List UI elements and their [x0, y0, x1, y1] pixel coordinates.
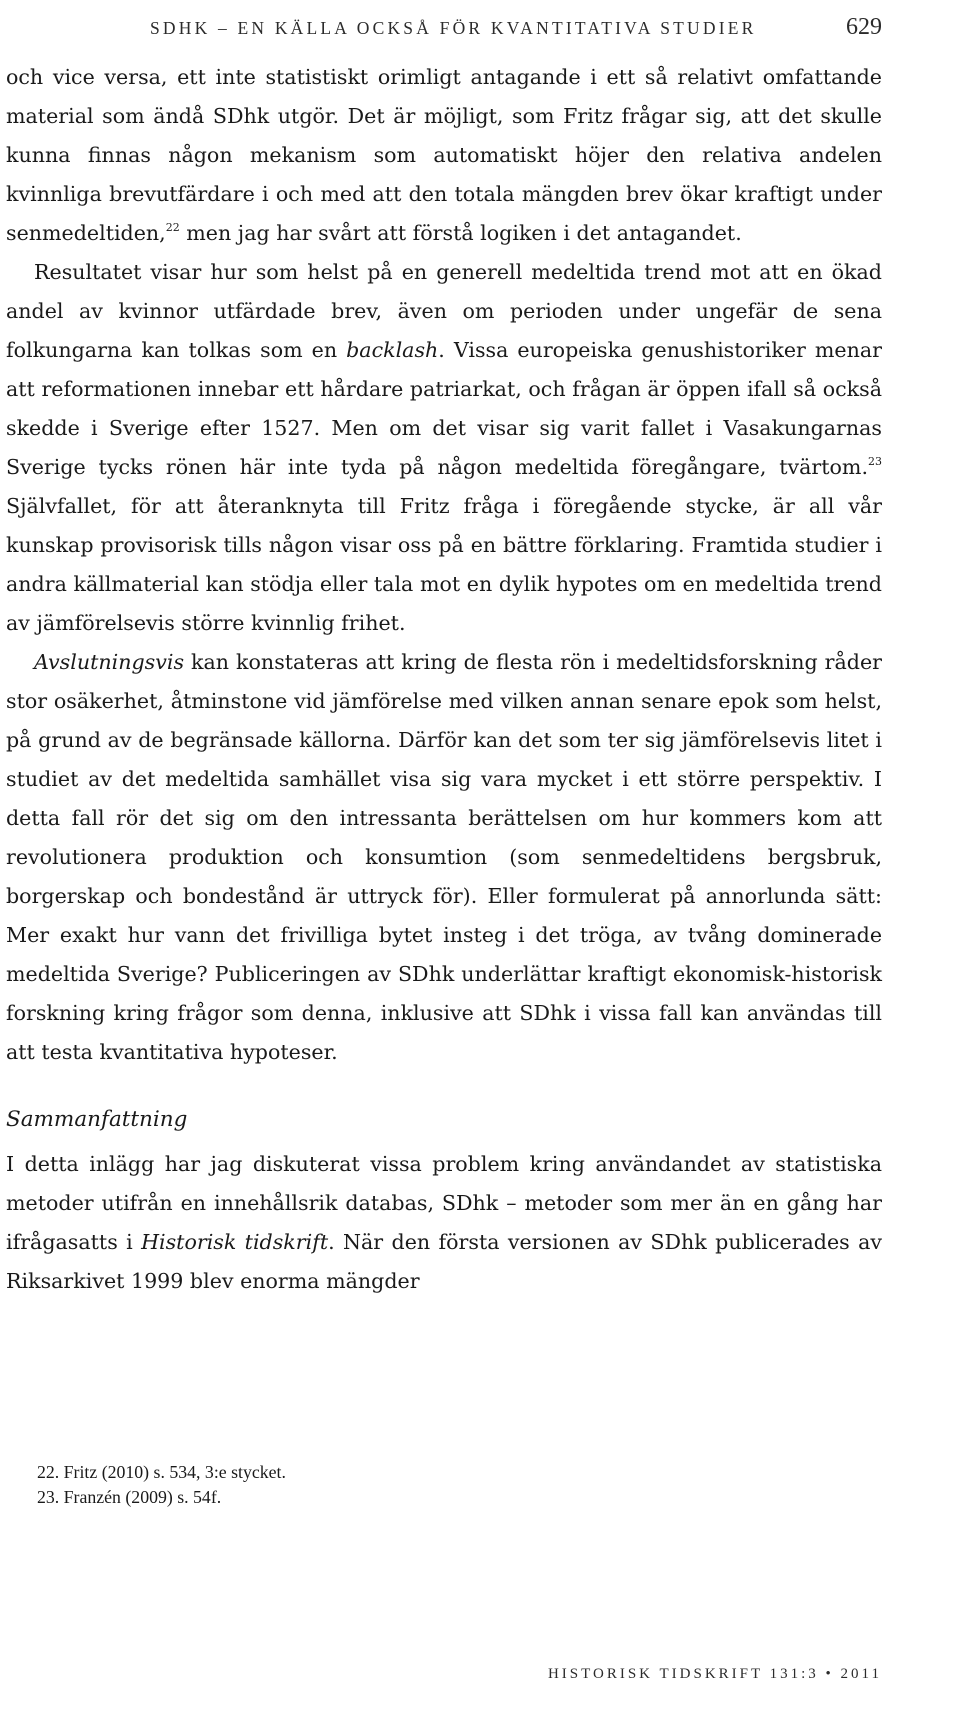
page-number: 629 — [846, 14, 882, 40]
footnote-23: 23. Franzén (2009) s. 54f. — [37, 1487, 222, 1507]
text-run: Resultatet visar hur som helst på en generell medeltida trend mot att en ökad andel av kvinnor utfärdade brev, även om perioden under ungefär de sena folkungarna kan tolkas som en — [6, 260, 882, 362]
footnotes — [37, 1460, 882, 1510]
text-run: Självfallet, för att återanknyta till Fritz fråga i föregående stycke, är all vår kunskap provisorisk tills någon visar oss på en bättre förklaring. Framtida studier i andra källmaterial kan stödja eller tala mot en dylik hypotes om en medeltida trend av jämförelsevis större kvinnlig frihet. — [6, 494, 882, 635]
running-title: SDHK – EN KÄLLA OCKSÅ FÖR KVANTITATIVA STUDIER — [150, 18, 757, 38]
italic-text: backlash — [346, 338, 439, 362]
running-head — [150, 14, 882, 44]
text-run: kan konstateras att kring de flesta rön i medeltidsforskning råder stor osäkerhet, åtminstone vid jämförelse med vilken annan senare epok som helst, på grund av de begränsade källorna. Därför kan det som ter sig jämförelsevis litet i studiet av det medeltida samhället visa sig vara mycket i ett större perspektiv. I detta fall rör det sig om den intressanta berättelsen om hur kommers kom att revolutionera produktion och konsumtion (som senmedeltidens bergsbruk, borgerskap och bondestånd är uttryck för). Eller formulerat på annorlunda sätt: Mer exakt hur vann det frivilliga bytet insteg i det tröga, av tvång dominerade medeltida Sverige? Publiceringen av SDhk underlättar kraftigt ekonomisk-historisk forskning kring frågor som denna, inklusive att SDhk i vissa fall kan användas till att testa kvantitativa hypoteser. — [6, 650, 882, 1064]
text-run: . När den första versionen av SDhk publicerades av Riksarkivet 1999 blev enorma mängder — [6, 1230, 882, 1293]
italic-text: Historisk tidskrift — [141, 1230, 329, 1254]
paragraph-2 — [6, 253, 882, 643]
body-text — [6, 58, 882, 1301]
paragraph-1 — [6, 58, 882, 253]
italic-text: Avslutningsvis — [34, 650, 185, 674]
footnote-22: 22. Fritz (2010) s. 534, 3:e stycket. — [37, 1462, 286, 1482]
section-heading: Sammanfattning — [6, 1107, 188, 1132]
footnote-ref: 22 — [165, 221, 180, 234]
running-foot: HISTORISK TIDSKRIFT 131:3 • 2011 — [547, 1666, 882, 1682]
text-run: I detta inlägg har jag diskuterat vissa problem kring användandet av statistiska metoder utifrån en innehållsrik databas, SDhk – metoder som mer än en gång har ifrågasatts i — [6, 1152, 882, 1254]
footnote-ref: 23 — [868, 455, 882, 468]
paragraph-3 — [6, 643, 882, 1072]
text-run: och vice versa, ett inte statistiskt orimligt antagande i ett så relativt omfattande material som ändå SDhk utgör. Det är möjligt, som Fritz frågar sig, att det skulle kunna finnas någon mekanism som automatiskt höjer den relativa andelen kvinnliga brevutfärdare i och med att den totala mängden brev ökar kraftigt under senmedeltiden, — [6, 65, 882, 245]
text-run: . Vissa europeiska genushistoriker menar att reformationen innebar ett hårdare patriarkat, och frågan är öppen ifall så också skedde i Sverige efter 1527. Men om det visar sig varit fallet i Vasakungarnas Sverige tycks rönen här inte tyda på någon medeltida föregångare, tvärtom. — [6, 338, 882, 479]
summary-paragraph — [6, 1145, 882, 1301]
text-run: men jag har svårt att förstå logiken i det antagandet. — [179, 221, 742, 245]
